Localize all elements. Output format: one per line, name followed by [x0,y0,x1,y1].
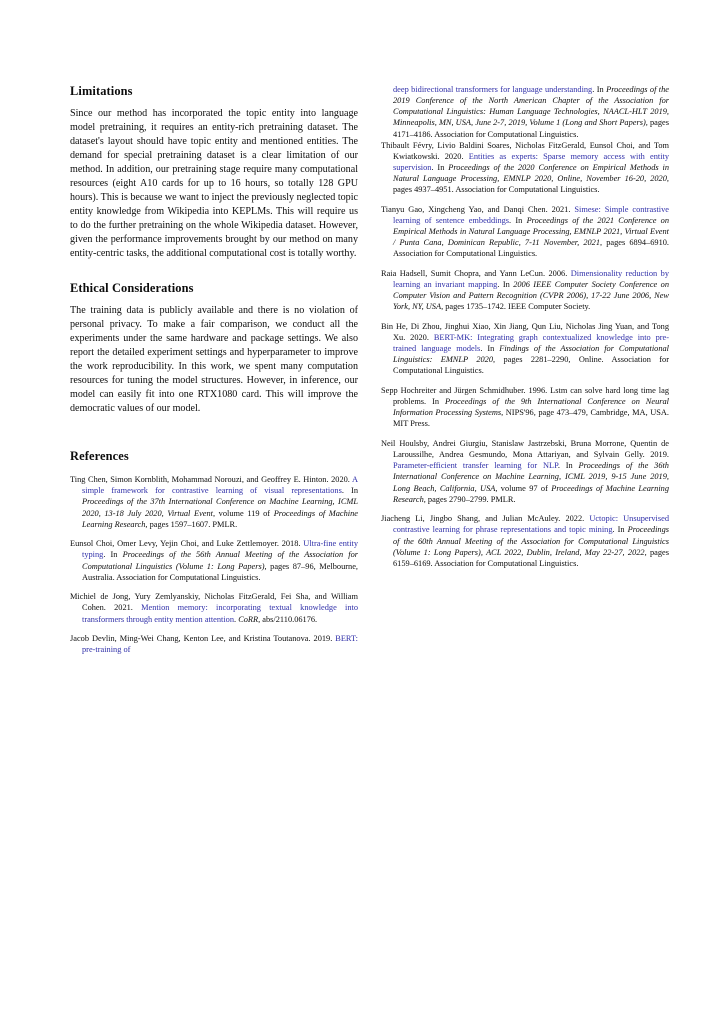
reference-title-link[interactable]: deep bidirectional transformers for language understanding [393,85,593,94]
reference-authors-year: Ting Chen, Simon Kornblith, Mohammad Norouzi, and Geoffrey E. Hinton. 2020. [70,475,352,485]
reference-after-title: . In [480,344,500,354]
reference-entry-continued [381,84,669,140]
reference-venue: Proceedings of the 60th Annual Meeting of the Association for Computational Linguistics (Volume 1: Long Papers), ACL 2022, Dublin, Ireland, May 22-27, 2022 [393,525,669,557]
reference-title-link[interactable]: A simple framework for contrastive learning of visual representations [82,475,358,496]
reference-tail: , pages 1735–1742. IEEE Computer Society. [441,302,591,312]
reference-venue: Proceedings of the 2019 Conference of the North American Chapter of the Association for Computational Linguistics: Human Language Technologies, NAACL-HLT 2019, Minneapolis, MN, USA, June 2-7, 2019, Volume 1 (Long and Short Papers) [393,85,669,128]
reference-list-left [70,474,358,655]
reference-tail: , pages 4171–4186. Association for Computational Linguistics. [393,118,669,139]
reference-title-link[interactable]: Uctopic: Unsupervised contrastive learning for phrase representations and topic mining [393,514,670,535]
section-heading-limitations: Limitations [70,84,133,98]
reference-after-title: . [234,614,239,624]
two-column-layout [70,84,670,984]
reference-title-link[interactable]: Mention memory: incorporating textual knowledge into transformers through entity mention attention [82,603,358,624]
reference-authors-year: Bin He, Di Zhou, Jinghui Xiao, Xin Jiang, Qun Liu, Nicholas Jing Yuan, and Tong Xu. 2020. [381,321,669,342]
reference-entry [381,268,669,313]
reference-venue: Proceedings of the 36th International Conference on Machine Learning, ICML 2019, 9-15 June 2019, Long Beach, California, USA [393,461,669,493]
reference-after-title: . In [612,525,628,535]
reference-tail: , pages 6894–6910. Association for Computational Linguistics. [393,238,670,259]
reference-entry [381,204,669,260]
reference-tail: , pages 1597–1607. PMLR. [145,519,238,529]
reference-authors-year: Neil Houlsby, Andrei Giurgiu, Stanislaw Jastrzebski, Bruna Morrone, Quentin de Laroussilhe, Andrea Gesmundo, Mona Attariyan, and Sylvain Gelly. 2019. [381,439,669,460]
reference-title-link[interactable]: BERT: pre-training of [82,634,358,655]
reference-mid-text: , volume 119 of [212,508,274,518]
reference-after-title: . In [509,215,527,225]
reference-entry [381,438,669,505]
reference-entry [70,633,358,655]
reference-venue: 2006 IEEE Computer Society Conference on Computer Vision and Pattern Recognition (CVPR 2006), 17-22 June 2006, New York, NY, USA [393,280,669,312]
reference-venue: Proceedings of the 9th International Conference on Neural Information Processing Systems [393,397,669,418]
section-heading-references: References [70,448,129,463]
reference-title-link[interactable]: Ultra-fine entity typing [82,539,358,560]
reference-authors-year: Thibault Févry, Livio Baldini Soares, Nicholas FitzGerald, Eunsol Choi, and Tom Kwiatkowski. 2020. [381,140,669,161]
reference-title-link[interactable]: BERT-MK: Integrating graph contextualized knowledge into pre-trained language models [393,333,669,354]
reference-title-link[interactable]: Dimensionality reduction by learning an invariant mapping [393,268,669,289]
reference-authors-year: Raia Hadsell, Sumit Chopra, and Yann LeCun. 2006. [381,268,571,278]
reference-title-link[interactable]: Simese: Simple contrastive learning of sentence embeddings [393,204,669,225]
reference-entry [70,591,358,624]
reference-title-link[interactable]: Entities as experts: Sparse memory access with entity supervision [393,151,669,172]
reference-after-title: . In [497,280,514,289]
reference-tail: , pages 6159–6169. Association for Computational Linguistics. [393,547,669,568]
reference-tail: , NIPS'96, page 473–479, Cambridge, MA, USA. MIT Press. [393,408,669,429]
reference-tail: , abs/2110.06176. [258,614,318,624]
reference-tail: , pages 87–96, Melbourne, Australia. Association for Computational Linguistics. [82,561,358,582]
ethical-considerations-paragraph: The training data is publicly available and there is no violation of personal privacy. To make a fair comparison, we conduct all the experiments under the same hardware and package settings. We also report the detailed experiment settings and hyperparameter to improve the work reproducibility. In this work, we spent many computation resources for tuning the model structures. However, in inference, our model can easily fit into one RTX1080 card. This will improve the democratic values of our model. [70,305,358,414]
reference-tail: , pages 4937–4951. Association for Computational Linguistics. [393,174,669,195]
reference-authors-year: Sepp Hochreiter and Jürgen Schmidhuber. 1996. Lstm can solve hard long time lag problems. In [381,386,669,407]
reference-venue: Proceedings of the 56th Annual Meeting of the Association for Computational Linguistics (Volume 1: Long Papers) [82,550,358,571]
reference-venue: Findings of the Association for Computational Linguistics: EMNLP 2020 [393,344,669,365]
reference-list-right [381,140,669,569]
reference-series: Proceedings of Machine Learning Research [393,483,669,504]
reference-entry [70,474,358,530]
reference-entry [381,321,669,377]
reference-venue: Proceedings of the 2021 Conference on Empirical Methods in Natural Language Processing, EMNLP 2021, Virtual Event / Punta Cana, Dominican Republic, 7-11 November, 2021 [393,215,669,248]
reference-after-title: . In [341,486,358,496]
reference-mid-text: , volume 97 of [495,483,552,493]
reference-entry [381,140,669,196]
reference-authors-year: Eunsol Choi, Omer Levy, Yejin Choi, and Luke Zettlemoyer. 2018. [70,539,304,549]
reference-authors-year: Jiacheng Li, Jingbo Shang, and Julian McAuley. 2022. [381,514,590,524]
reference-authors-year: Jacob Devlin, Ming-Wei Chang, Kenton Lee, and Kristina Toutanova. 2019. [70,634,336,644]
reference-authors-year: Tianyu Gao, Xingcheng Yao, and Danqi Chen. 2021. [381,204,575,214]
reference-continued [381,84,669,140]
reference-after-title: . In [592,85,607,94]
reference-tail: , pages 2281–2290, Online. Association for Computational Linguistics. [393,355,669,376]
reference-after-title: . In [431,162,449,172]
reference-authors-year: Michiel de Jong, Yury Zemlyanskiy, Nicholas FitzGerald, Fei Sha, and William Cohen. 2021. [70,592,358,613]
left-column [70,84,358,655]
right-column [381,84,669,569]
reference-tail: , pages 2790–2799. PMLR. [423,494,516,504]
reference-title-link[interactable]: Parameter-efficient transfer learning for NLP [393,461,558,471]
limitations-paragraph: Since our method has incorporated the topic entity into language model pretraining, it requires an entity-rich pretraining dataset. The dataset's layout should have topic entity and mentioned entities. The demand for special pretraining dataset is a clear limitation of our method. In addition, our pretraining stage require many computational resources (eight A10 cards for up to 16 hours, so totally 128 GPU hours). This is because we want to inject the previously neglected topic entity knowledge from Wikipedia into KEPLMs. This will require us to do the further pretraining on the whole Wikipedia dataset. However, given the performance improvements brought by our method on many entity-centric tasks, the additional computational cost is totally worthy. [70,108,358,259]
reference-series: Proceedings of Machine Learning Research [82,508,359,529]
reference-venue: Proceedings of the 37th International Conference on Machine Learning, ICML 2020, 13-18 July 2020, Virtual Event [82,497,358,518]
reference-venue: Proceedings of the 2020 Conference on Empirical Methods in Natural Language Processing, EMNLP 2020, Online, November 16-20, 2020 [393,162,669,183]
reference-entry [381,513,669,569]
reference-after-title: . In [103,550,123,560]
reference-after-title: . In [557,461,579,471]
section-heading-ethical-considerations: Ethical Considerations [70,280,194,295]
reference-venue: CoRR [238,614,259,624]
reference-entry [70,538,358,583]
reference-entry [381,385,669,430]
